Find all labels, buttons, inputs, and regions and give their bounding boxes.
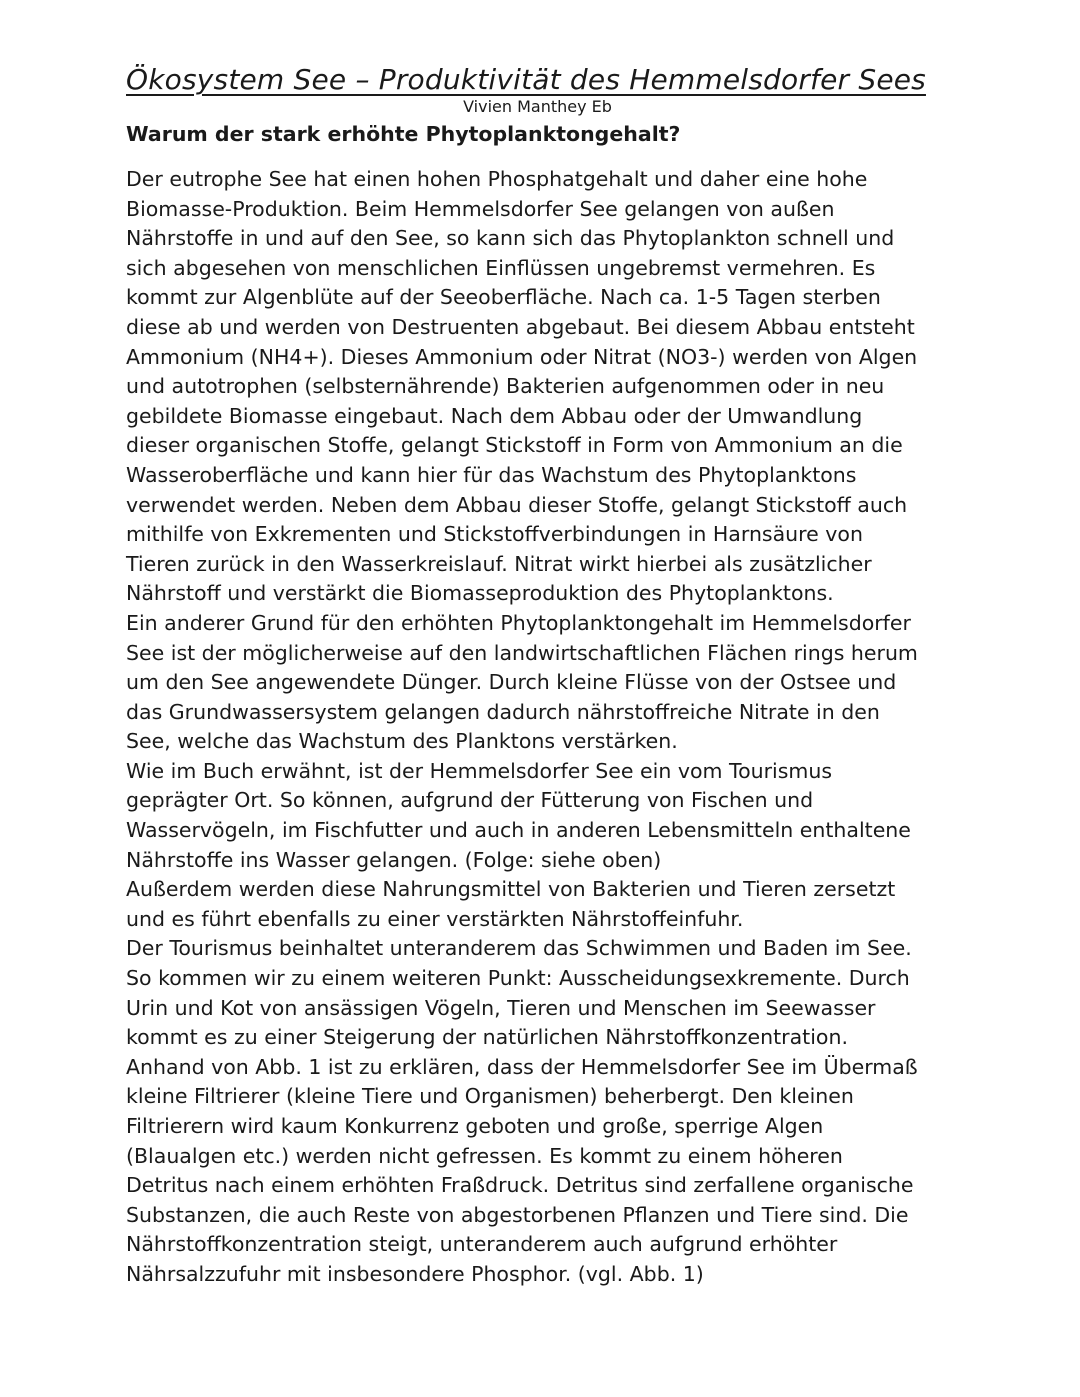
body-line: verwendet werden. Neben dem Abbau dieser Stoffe, gelangt Stickstoff auch bbox=[126, 492, 908, 517]
body-line: diese ab und werden von Destruenten abgebaut. Bei diesem Abbau entsteht bbox=[126, 314, 915, 339]
body-line: mithilfe von Exkrementen und Stickstoffverbindungen in Harnsäure von bbox=[126, 522, 863, 547]
body-line: das Grundwassersystem gelangen dadurch nährstoffreiche Nitrate in den bbox=[126, 699, 880, 724]
body-line: kommt es zu einer Steigerung der natürlichen Nährstoffkonzentration. bbox=[126, 1025, 848, 1050]
body-line: Wasseroberfläche und kann hier für das Wachstum des Phytoplanktons bbox=[126, 462, 857, 487]
body-line: sich abgesehen von menschlichen Einflüssen ungebremst vermehren. Es bbox=[126, 255, 876, 280]
body-line: Ein anderer Grund für den erhöhten Phytoplanktongehalt im Hemmelsdorfer bbox=[126, 610, 911, 635]
body-line: Nährsalzzufuhr mit insbesondere Phosphor. (vgl. Abb. 1) bbox=[126, 1261, 704, 1286]
body-line: und autotrophen (selbsternährende) Bakterien aufgenommen oder in neu bbox=[126, 374, 885, 399]
body-line: kleine Filtrierer (kleine Tiere und Organismen) beherbergt. Den kleinen bbox=[126, 1084, 854, 1109]
body-line: geprägter Ort. So können, aufgrund der Fütterung von Fischen und bbox=[126, 788, 814, 813]
body-line: Nährstoffe ins Wasser gelangen. (Folge: siehe oben) bbox=[126, 847, 662, 872]
body-line: (Blaualgen etc.) werden nicht gefressen. Es kommt zu einem höheren bbox=[126, 1143, 843, 1168]
body-line: gebildete Biomasse eingebaut. Nach dem Abbau oder der Umwandlung bbox=[126, 403, 863, 428]
body-line: See, welche das Wachstum des Planktons verstärken. bbox=[126, 729, 678, 754]
document-page bbox=[126, 60, 966, 1290]
body-line: Wasservögeln, im Fischfutter und auch in anderen Lebensmitteln enthaltene bbox=[126, 818, 911, 843]
body-line: um den See angewendete Dünger. Durch kleine Flüsse von der Ostsee und bbox=[126, 670, 897, 695]
body-line: Nährstoff und verstärkt die Biomasseproduktion des Phytoplanktons. bbox=[126, 581, 834, 606]
body-line: Filtrierern wird kaum Konkurrenz geboten und große, sperrige Algen bbox=[126, 1114, 824, 1138]
body-line: Anhand von Abb. 1 ist zu erklären, dass der Hemmelsdorfer See im Übermaß bbox=[126, 1054, 918, 1079]
body-line: Wie im Buch erwähnt, ist der Hemmelsdorfer See ein vom Tourismus bbox=[126, 758, 833, 783]
body-line: und es führt ebenfalls zu einer verstärkten Nährstoffeinfuhr. bbox=[126, 906, 744, 931]
section-heading: Warum der stark erhöhte Phytoplanktongehalt? bbox=[126, 122, 681, 146]
body-line: Tieren zurück in den Wasserkreislauf. Nitrat wirkt hierbei als zusätzlicher bbox=[126, 551, 872, 576]
body-line: Detritus nach einem erhöhten Fraßdruck. Detritus sind zerfallene organische bbox=[126, 1173, 914, 1198]
document-title: Ökosystem See – Produktivität des Hemmelsdorfer Sees bbox=[126, 63, 926, 96]
body-line: Der Tourismus beinhaltet unteranderem das Schwimmen und Baden im See. bbox=[126, 936, 912, 961]
body-line: Substanzen, die auch Reste von abgestorbenen Pflanzen und Tiere sind. Die bbox=[126, 1202, 909, 1227]
body-line: Der eutrophe See hat einen hohen Phosphatgehalt und daher eine hohe bbox=[126, 167, 868, 191]
body-line: So kommen wir zu einem weiteren Punkt: Ausscheidungsexkremente. Durch bbox=[126, 966, 910, 991]
body-line: kommt zur Algenblüte auf der Seeoberfläche. Nach ca. 1-5 Tagen sterben bbox=[126, 285, 881, 310]
body-line: See ist der möglicherweise auf den landwirtschaftlichen Flächen rings herum bbox=[126, 640, 918, 665]
author-name: Vivien Manthey Eb bbox=[463, 97, 612, 116]
body-line: Nährstoffkonzentration steigt, unteranderem auch aufgrund erhöhter bbox=[126, 1232, 838, 1257]
body-line: Nährstoffe in und auf den See, so kann sich das Phytoplankton schnell und bbox=[126, 226, 895, 251]
body-text bbox=[126, 165, 966, 1290]
body-line: dieser organischen Stoffe, gelangt Stickstoff in Form von Ammonium an die bbox=[126, 433, 903, 458]
body-line: Urin und Kot von ansässigen Vögeln, Tieren und Menschen im Seewasser bbox=[126, 995, 876, 1020]
body-line: Ammonium (NH4+). Dieses Ammonium oder Nitrat (NO3-) werden von Algen bbox=[126, 344, 918, 369]
body-line: Biomasse-Produktion. Beim Hemmelsdorfer See gelangen von außen bbox=[126, 196, 835, 221]
body-line: Außerdem werden diese Nahrungsmittel von Bakterien und Tieren zersetzt bbox=[126, 877, 896, 902]
